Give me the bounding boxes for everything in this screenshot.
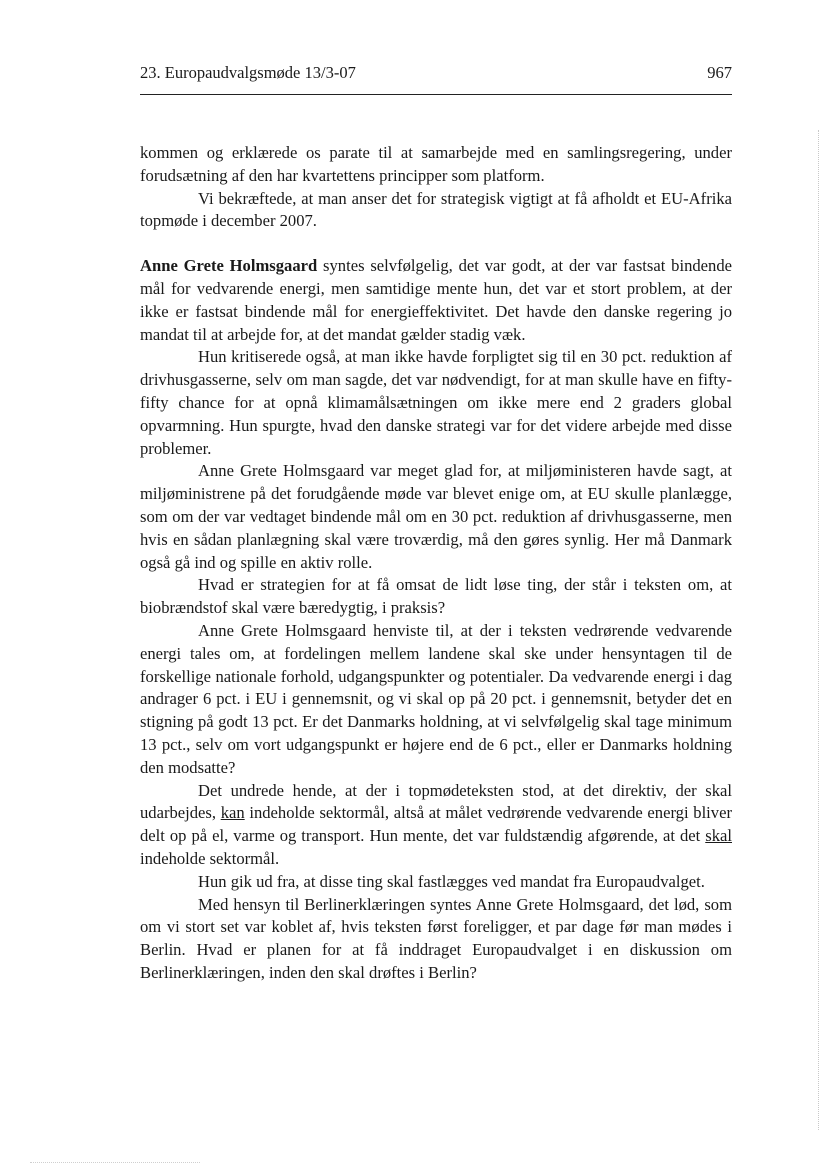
paragraph-6: Hvad er strategien for at få omsat de lidt løse ting, der står i teksten om, at biobrændstof skal være bæredygtig, i praksis? [140,575,732,618]
paragraph-8-part-b: indeholde sektormål, altså at målet vedrørende vedvarende energi bliver delt op på el, varme og transport. Hun mente, det var fuldstændig afgørende, at det [140,803,732,846]
paragraph-2: Vi bekræftede, at man anser det for strategisk vigtigt at få afholdt et EU-Afrika topmøde i december 2007. [140,188,732,231]
underlined-skal: skal [705,826,732,846]
paragraph-10: Med hensyn til Berlinerklæringen syntes Anne Grete Holmsgaard, det lød, som om vi stort set var koblet af, hvis teksten først foreligger, et par dage før man mødes i Berlin. Hvad er planen for at få inddraget Europaudvalget i en diskussion om Berlinerklæringen, inden den skal drøftes i Berlin? [140,894,732,982]
paragraph-8-part-c: indeholde sektormål. [140,848,280,868]
scan-edge-right [818,130,819,1130]
header-rule [140,94,732,95]
paragraph-8 [140,780,732,871]
paragraph-1: kommen og erklærede os parate til at samarbejde med en samlingsregering, under forudsætning af den har kvartettens principper som platform. [140,143,732,185]
paragraph-4: Hun kritiserede også, at man ikke havde forpligtet sig til en 30 pct. reduktion af drivhusgasserne, selv om man sagde, det var nødvendigt, for at man skulle have en fifty-fifty chance for at opnå klimamålsætningen om ikke mere end 2 graders global opvarmning. Hun spurgte, hvad den danske strategi var for det videre arbejde med disse problemer. [140,347,732,458]
page-number: 967 [707,63,732,82]
paragraph-5: Anne Grete Holmsgaard var meget glad for, at miljøministeren havde sagt, at miljøministrene på det forudgående møde var blevet enige om, at EU skulle planlægge, som om der var vedtaget bindende mål om en 30 pct. reduktion af drivhusgasserne, men hvis en sådan planlægning skal være troværdig, må den gøres synlig. Her må Danmark også gå ind og spille en aktiv rolle. [140,461,732,572]
document-body [140,142,732,985]
paragraph-3-text: syntes selvfølgelig, det var godt, at der var fastsat bindende mål for vedvarende energi, men samtidige mente hun, det var et stort problem, at der ikke er fastsat bindende mål for energieffektivitet. Det havde den danske regering jo mandat til at arbejde for, at det mandat gælder stadig væk. [140,256,732,344]
paragraph-9: Hun gik ud fra, at disse ting skal fastlægges ved mandat fra Europaudvalget. [198,871,705,891]
paragraph-7: Anne Grete Holmsgaard henviste til, at der i teksten vedrørende vedvarende energi tales om, at fordelingen mellem landene skal ske under hensyntagen til de forskellige nationale forhold, udgangspunkter og potentialer. Da vedvarende energi i dag andrager 6 pct. i EU i gennemsnit, og vi skal op på 20 pct. i gennemsnit, betyder det en stigning på godt 13 pct. Er det Danmarks holdning, at vi selvfølgelig skal tage minimum 13 pct., selv om vort udgangspunkt er højere end de 6 pct., eller er Danmarks holdning den modsatte? [140,620,732,777]
speaker-name: Anne Grete Holmsgaard [140,256,318,276]
paragraph-3 [140,255,732,346]
underlined-kan: kan [220,803,245,823]
header-title: 23. Europaudvalgsmøde 13/3-07 [140,63,356,82]
paragraph-8-part-a: Det undrede hende, at der i topmødeteksten stod, at det direktiv, der skal udarbejdes, [140,780,732,823]
scan-edge-bottom [30,1162,200,1163]
